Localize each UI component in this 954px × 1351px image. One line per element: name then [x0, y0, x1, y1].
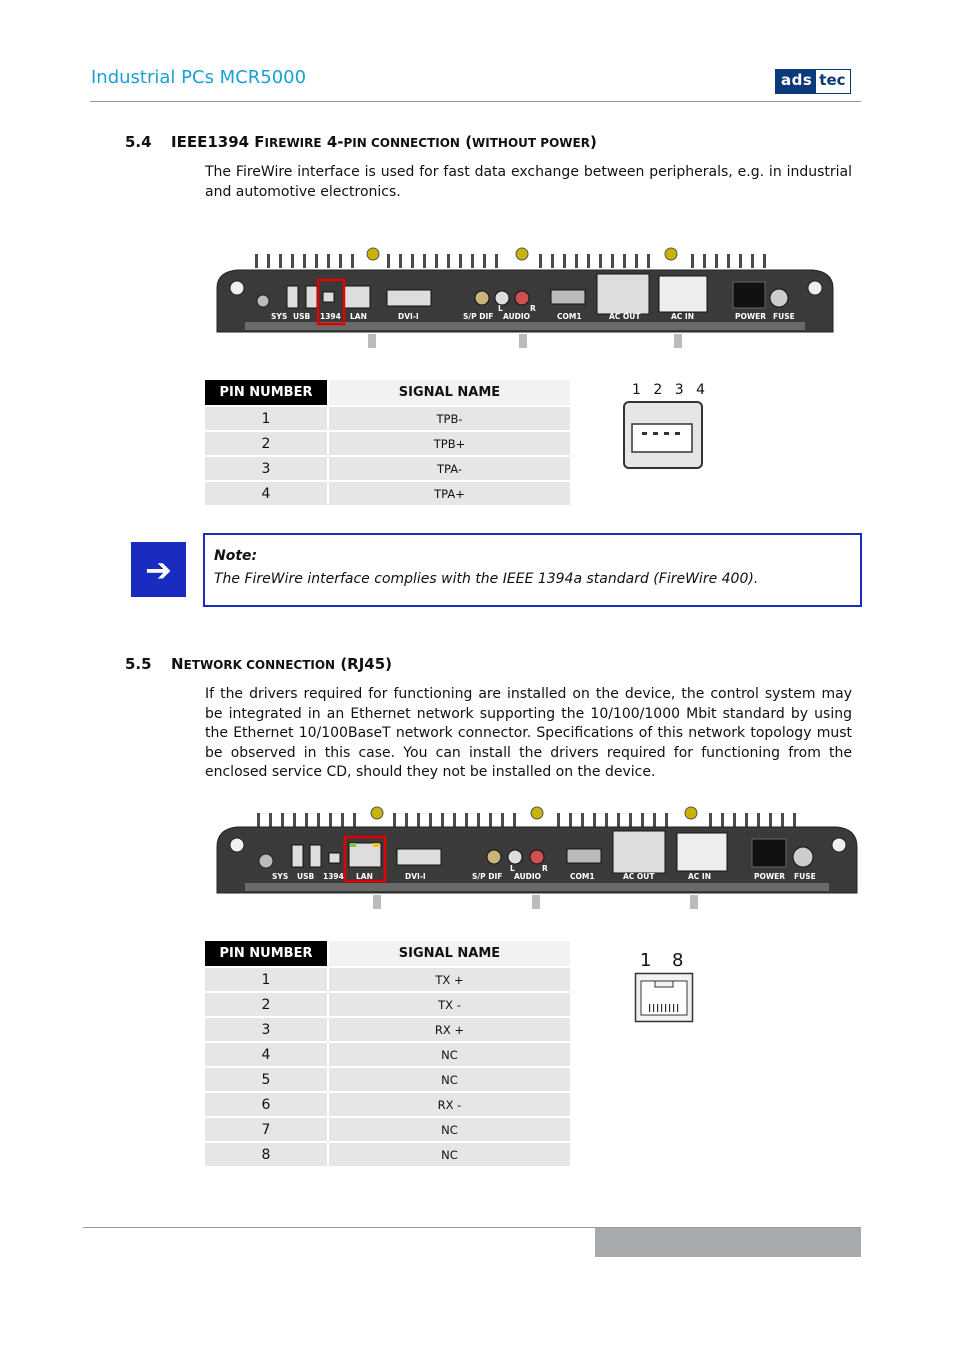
table-row [205, 1018, 570, 1041]
signal-cell: TX - [329, 993, 570, 1016]
ads-tec-logo [775, 69, 851, 94]
label-sys: SYS [272, 872, 289, 881]
label-spdif: S/P DIF [463, 312, 494, 321]
heading-part: WITHOUT POWER [472, 136, 590, 150]
heading-part: PIN CONNECTION [343, 136, 460, 150]
column-header-pin-number: PIN NUMBER [205, 380, 327, 405]
heading-part: N [171, 655, 184, 673]
signal-cell: NC [329, 1043, 570, 1066]
pin-cell: 2 [205, 993, 327, 1016]
column-header-signal-name: SIGNAL NAME [329, 941, 570, 966]
logo-part-ads: ads [776, 70, 816, 93]
footer-bar [595, 1228, 861, 1257]
label-ac-in: AC IN [688, 872, 711, 881]
label-audio-r: R [542, 864, 548, 873]
heading-part: (RJ45) [335, 655, 393, 673]
label-fuse: FUSE [794, 872, 816, 881]
pin-cell: 4 [205, 482, 327, 505]
header-rule [90, 101, 861, 102]
label-audio-l: L [498, 304, 503, 313]
arrow-right-icon: ➔ [131, 542, 186, 597]
label-audio-r: R [530, 304, 536, 313]
pin-cell: 8 [205, 1143, 327, 1166]
label-1394: 1394 [320, 312, 341, 321]
label-fuse: FUSE [773, 312, 795, 321]
label-ac-in: AC IN [671, 312, 694, 321]
pin-cell: 1 [205, 968, 327, 991]
heading-part: ) [589, 133, 597, 151]
label-dvi: DVI-I [398, 312, 419, 321]
label-ac-out: AC OUT [623, 872, 655, 881]
table-row [205, 993, 570, 1016]
table-row [205, 1068, 570, 1091]
label-ac-out: AC OUT [609, 312, 641, 321]
label-1394: 1394 [323, 872, 344, 881]
signal-cell: NC [329, 1143, 570, 1166]
document-header-title: Industrial PCs MCR5000 [91, 67, 307, 88]
column-header-pin-number: PIN NUMBER [205, 941, 327, 966]
section-5-4-heading [125, 133, 597, 151]
signal-cell: TPB+ [329, 432, 570, 455]
rj45-pin-first: 1 [640, 950, 652, 971]
pin-cell: 6 [205, 1093, 327, 1116]
pin-cell: 5 [205, 1068, 327, 1091]
section-number: 5.5 [125, 655, 152, 673]
label-audio: AUDIO [503, 312, 531, 321]
table-row [205, 1143, 570, 1166]
rj45-pin-last: 8 [672, 950, 684, 971]
logo-part-tec: tec [816, 70, 849, 93]
table-row [205, 432, 570, 455]
pin-cell: 3 [205, 457, 327, 480]
table-row [205, 968, 570, 991]
pin-cell: 3 [205, 1018, 327, 1041]
label-lan: LAN [350, 312, 367, 321]
section-5-4-paragraph: The FireWire interface is used for fast data exchange between peripherals, e.g. in industrial and automotive electronics. [205, 164, 852, 200]
label-dvi: DVI-I [405, 872, 426, 881]
pin-cell: 7 [205, 1118, 327, 1141]
device-rear-panel-image-firewire [215, 246, 835, 350]
heading-part: 4- [321, 133, 344, 151]
table-row [205, 1118, 570, 1141]
heading-part: IEEE1394 F [171, 133, 265, 151]
rj45-connector-icon [634, 972, 694, 1024]
table-row [205, 1093, 570, 1116]
signal-cell: TPA+ [329, 482, 570, 505]
column-header-signal-name: SIGNAL NAME [329, 380, 570, 405]
label-power: POWER [754, 872, 786, 881]
section-5-5-paragraph: If the drivers required for functioning are installed on the device, the control system may be integrated in an Ethernet network supporting the 10/100/1000 Mbit standard by using the Ethernet 10/100BaseT network connector. Specifications of this network topology must be observed in this case. You can install the drivers required for functioning from the enclosed service CD, should they not be installed on the device. [205, 686, 852, 780]
firewire-pin-table [203, 378, 572, 507]
label-power: POWER [735, 312, 767, 321]
firewire-connector-pin-numbers: 1 2 3 4 [632, 382, 709, 398]
lan-pin-table [203, 939, 572, 1168]
note-text: The FireWire interface complies with the IEEE 1394a standard (FireWire 400). [214, 571, 759, 587]
heading-part: ETWORK CONNECTION [183, 658, 336, 672]
signal-cell: TPB- [329, 407, 570, 430]
signal-cell: RX + [329, 1018, 570, 1041]
device-rear-panel-image-lan [215, 805, 859, 909]
signal-cell: RX - [329, 1093, 570, 1116]
label-sys: SYS [271, 312, 288, 321]
pin-cell: 1 [205, 407, 327, 430]
signal-cell: TPA- [329, 457, 570, 480]
table-row [205, 1043, 570, 1066]
section-5-5-heading [125, 655, 392, 673]
table-row [205, 457, 570, 480]
heading-part: IREWIRE [264, 136, 322, 150]
firewire-connector-icon [622, 400, 704, 470]
signal-cell: NC [329, 1068, 570, 1091]
table-row [205, 482, 570, 505]
pin-cell: 2 [205, 432, 327, 455]
note-box [203, 533, 862, 607]
pin-cell: 4 [205, 1043, 327, 1066]
note-title: Note: [214, 548, 258, 564]
signal-cell: TX + [329, 968, 570, 991]
section-number: 5.4 [125, 133, 152, 151]
label-lan: LAN [356, 872, 373, 881]
label-audio-l: L [510, 864, 515, 873]
label-com1: COM1 [570, 872, 595, 881]
label-spdif: S/P DIF [472, 872, 503, 881]
label-audio: AUDIO [514, 872, 542, 881]
label-com1: COM1 [557, 312, 582, 321]
heading-part: ( [459, 133, 473, 151]
signal-cell: NC [329, 1118, 570, 1141]
label-usb: USB [293, 312, 311, 321]
table-row [205, 407, 570, 430]
label-usb: USB [297, 872, 315, 881]
